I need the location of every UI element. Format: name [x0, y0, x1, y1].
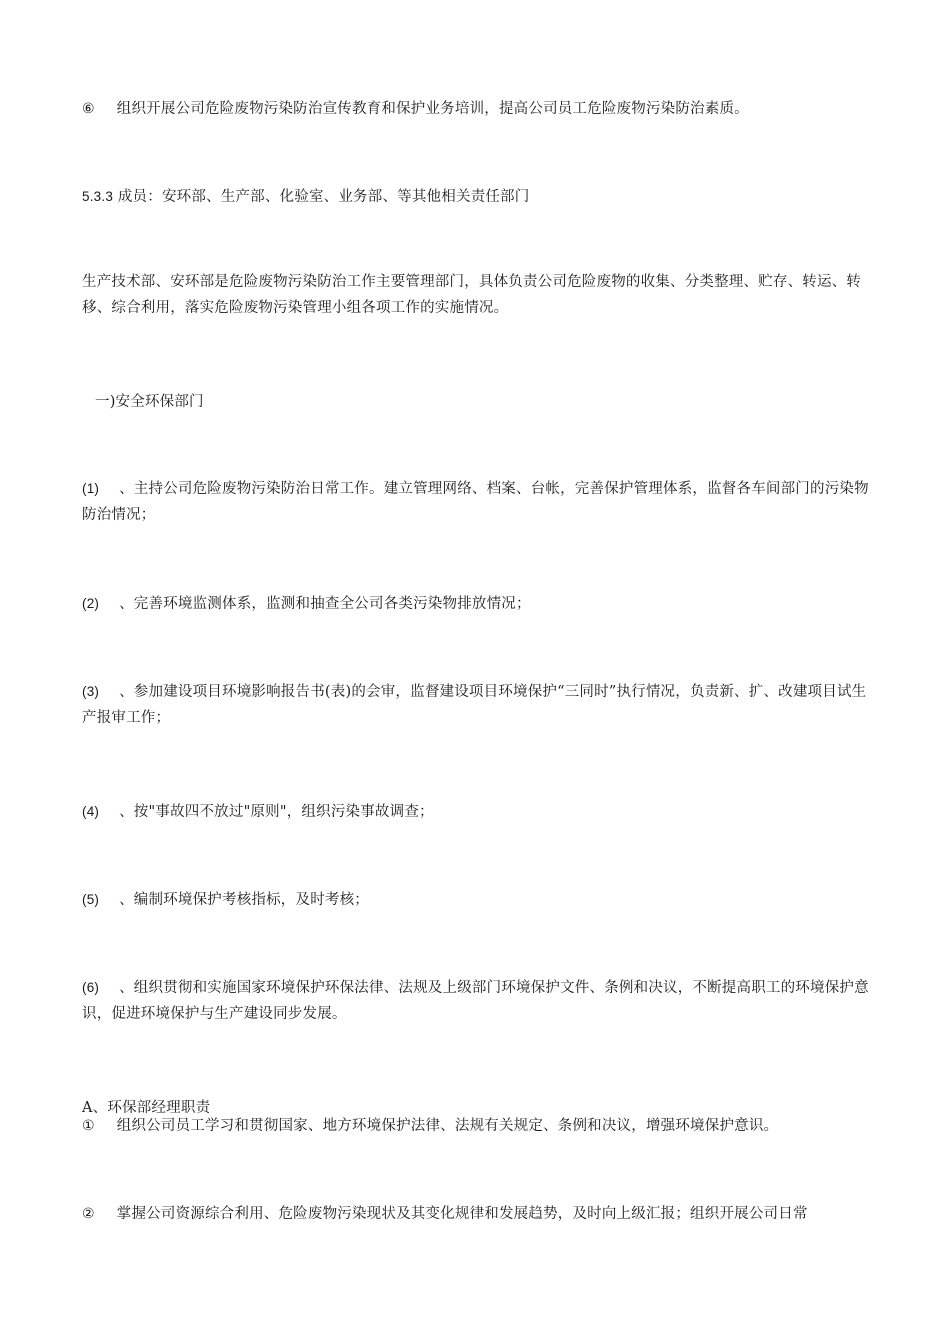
duty-item-1 — [82, 476, 872, 528]
item-text: 掌握公司资源综合利用、危险废物污染现状及其变化规律和发展趋势，及时向上级汇报；组织开展公司日常 — [116, 1206, 808, 1222]
subheading-text: 一)安全环保部门 — [95, 394, 204, 410]
item-number: (6) — [82, 980, 100, 995]
item-text: 、编制环境保护考核指标，及时考核； — [119, 892, 370, 908]
item-number: (2) — [82, 596, 100, 611]
item-text: 、完善环境监测体系，监测和抽查全公司各类污染物排放情况； — [119, 596, 531, 612]
list-item-circled-2 — [82, 1201, 872, 1227]
duty-item-6 — [82, 975, 872, 1027]
list-marker: ① — [82, 1118, 95, 1134]
item-text: 组织开展公司危险废物污染防治宣传教育和保护业务培训，提高公司员工危险废物污染防治素质。 — [116, 101, 749, 117]
list-item-circled-1 — [82, 1113, 872, 1139]
item-text: 、参加建设项目环境影响报告书(表)的会审，监督建设项目环境保护“三同时”执行情况，负责新、扩、改建项目试生产报审工作； — [82, 684, 867, 726]
section-text: 成员：安环部、生产部、化验室、业务部、等其他相关责任部门 — [117, 189, 530, 205]
item-number: (5) — [82, 892, 100, 907]
subheading-safety-environment-department — [95, 389, 885, 415]
item-number: (3) — [82, 684, 100, 699]
item-number: (4) — [82, 804, 100, 819]
paragraph-text: 生产技术部、安环部是危险废物污染防治工作主要管理部门，具体负责公司危险废物的收集、分类整理、贮存、转运、转移、综合利用，落实危险废物污染管理小组各项工作的实施情况。 — [82, 274, 862, 316]
duty-item-5 — [82, 887, 872, 913]
item-text: 、主持公司危险废物污染防治日常工作。建立管理网络、档案、台帐，完善保护管理体系，监督各车间部门的污染物防治情况； — [82, 481, 869, 523]
item-text: 、组织贯彻和实施国家环境保护环保法律、法规及上级部门环境保护文件、条例和决议，不断提高职工的环境保护意识，促进环境保护与生产建设同步发展。 — [82, 980, 869, 1022]
duty-item-2 — [82, 591, 872, 617]
item-text: 组织公司员工学习和贯彻国家、地方环境保护法律、法规有关规定、条例和决议，增强环境保护意识。 — [116, 1118, 779, 1134]
section-members-line — [82, 184, 872, 210]
list-marker: ② — [82, 1206, 95, 1222]
item-text: 、按"事故四不放过"原则"，组织污染事故调查； — [119, 804, 434, 820]
subheading-text: A、环保部经理职责 — [82, 1100, 211, 1116]
list-item-circled-6 — [82, 96, 872, 122]
list-marker: ⑥ — [82, 101, 95, 117]
paragraph-management-departments — [82, 269, 872, 321]
duty-item-3 — [82, 679, 872, 731]
duty-item-4 — [82, 799, 872, 825]
item-number: (1) — [82, 481, 100, 496]
section-number: 5.3.3 — [82, 189, 114, 204]
